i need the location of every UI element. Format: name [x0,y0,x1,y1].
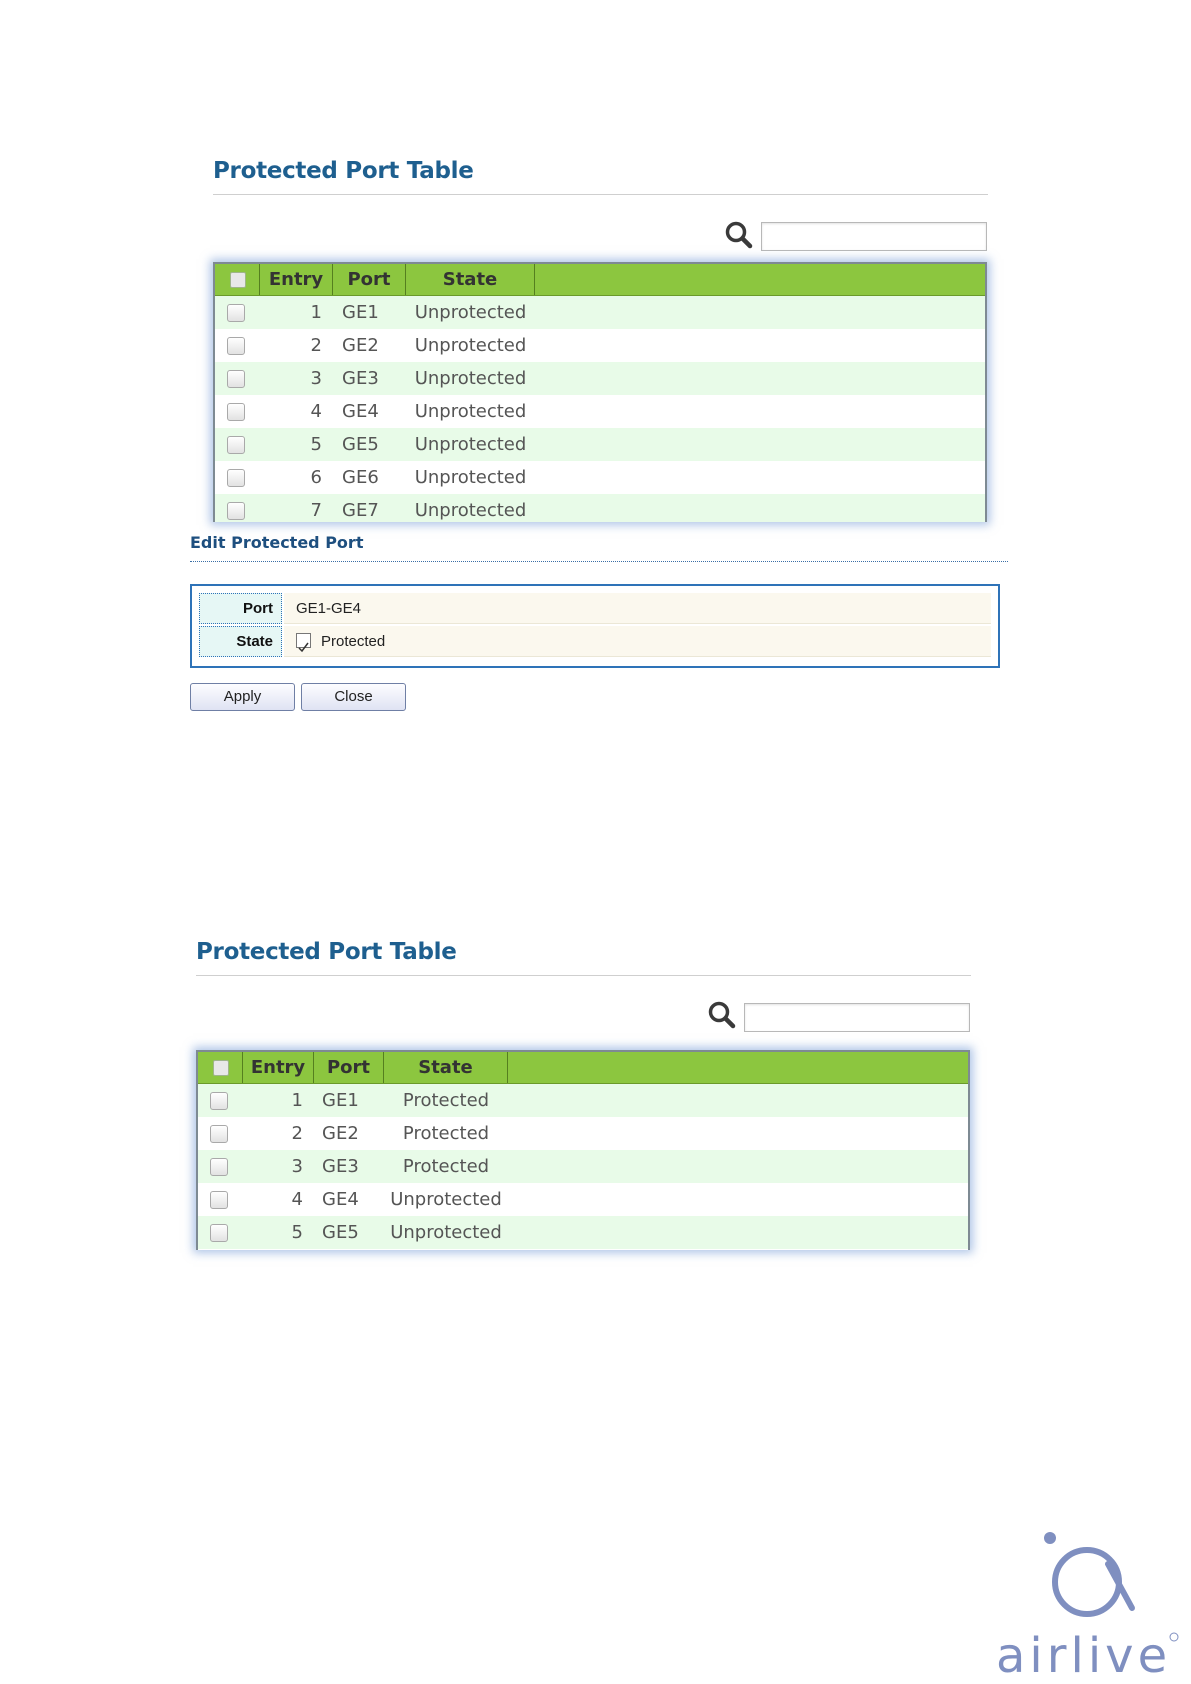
port-cell: GE5 [322,1222,359,1243]
state-cell: Protected [402,1123,490,1144]
protected-checkbox[interactable] [296,633,311,648]
row-checkbox[interactable] [210,1125,228,1143]
port-value: GE1-GE4 [284,593,991,624]
protected-option-label: Protected [321,633,386,650]
state-cell: Unprotected [390,1189,502,1210]
port-cell: GE4 [322,1189,359,1210]
port-field-row [199,593,991,624]
select-all-checkbox[interactable] [230,272,246,288]
port-cell: GE2 [342,335,379,356]
row-checkbox[interactable] [227,436,245,454]
row-checkbox[interactable] [210,1158,228,1176]
row-checkbox[interactable] [227,502,245,520]
column-state[interactable]: State [406,264,535,295]
edit-divider [190,561,1008,562]
entry-cell: 6 [310,467,322,488]
port-cell: GE4 [342,401,379,422]
table-row[interactable] [215,428,985,461]
table-row[interactable] [215,296,985,329]
search-input[interactable] [761,222,987,251]
close-button[interactable]: Close [301,683,406,711]
airlive-logo [990,1520,1180,1680]
state-cell: Unprotected [414,500,527,521]
column-entry[interactable]: Entry [243,1052,314,1083]
table-row[interactable] [215,461,985,494]
port-cell: GE3 [322,1156,359,1177]
row-checkbox[interactable] [227,469,245,487]
state-cell: Protected [402,1090,490,1111]
airlive-wordmark: airlive [996,1628,1172,1680]
entry-cell: 3 [291,1156,303,1177]
entry-cell: 3 [310,368,322,389]
port-label: Port [199,593,282,624]
column-entry[interactable]: Entry [260,264,333,295]
table-header [215,264,985,296]
table-row[interactable] [215,395,985,428]
select-all-header[interactable] [215,264,260,295]
search-icon[interactable] [724,220,754,250]
table-row[interactable] [215,329,985,362]
table-body [198,1084,968,1249]
table-row[interactable] [215,362,985,395]
entry-cell: 7 [310,500,322,521]
column-state[interactable]: State [384,1052,508,1083]
row-checkbox[interactable] [227,403,245,421]
entry-cell: 5 [291,1222,303,1243]
row-checkbox[interactable] [210,1224,228,1242]
search-icon[interactable] [707,1000,737,1030]
row-checkbox[interactable] [227,304,245,322]
entry-cell: 2 [291,1123,303,1144]
protected-port-table-title: Protected Port Table [196,939,457,965]
table-row[interactable] [198,1183,968,1216]
column-port[interactable]: Port [314,1052,384,1083]
table-row[interactable] [198,1216,968,1249]
edit-protected-port-title: Edit Protected Port [190,533,364,552]
checkmark-icon [297,641,310,654]
table-row[interactable] [198,1084,968,1117]
entry-cell: 4 [291,1189,303,1210]
row-checkbox[interactable] [210,1092,228,1110]
port-cell: GE1 [322,1090,359,1111]
state-label: State [199,626,282,657]
entry-cell: 1 [291,1090,303,1111]
entry-cell: 2 [310,335,322,356]
state-cell: Unprotected [414,335,527,356]
title-divider [196,975,971,976]
protected-port-table-title: Protected Port Table [213,158,474,184]
title-divider [213,194,988,195]
port-cell: GE3 [342,368,379,389]
table-row[interactable] [215,494,985,522]
state-cell: Protected [402,1156,490,1177]
apply-button[interactable]: Apply [190,683,295,711]
row-checkbox[interactable] [210,1191,228,1209]
table-body [215,296,985,522]
entry-cell: 5 [310,434,322,455]
table-row[interactable] [198,1150,968,1183]
entry-cell: 4 [310,401,322,422]
table-row[interactable] [198,1117,968,1150]
state-value [284,626,991,657]
port-cell: GE7 [342,500,379,521]
edit-form [190,584,1000,668]
protected-port-table [213,262,987,522]
state-cell: Unprotected [414,434,527,455]
search-input[interactable] [744,1003,970,1032]
select-all-header[interactable] [198,1052,243,1083]
state-cell: Unprotected [414,467,527,488]
table-header [198,1052,968,1084]
row-checkbox[interactable] [227,370,245,388]
entry-cell: 1 [310,302,322,323]
port-cell: GE5 [342,434,379,455]
protected-port-table [196,1050,970,1250]
state-cell: Unprotected [414,368,527,389]
state-cell: Unprotected [414,302,527,323]
select-all-checkbox[interactable] [213,1060,229,1076]
column-port[interactable]: Port [333,264,406,295]
port-cell: GE2 [322,1123,359,1144]
state-field-row [199,626,991,657]
row-checkbox[interactable] [227,337,245,355]
port-cell: GE6 [342,467,379,488]
state-cell: Unprotected [390,1222,502,1243]
state-cell: Unprotected [414,401,527,422]
port-cell: GE1 [342,302,379,323]
